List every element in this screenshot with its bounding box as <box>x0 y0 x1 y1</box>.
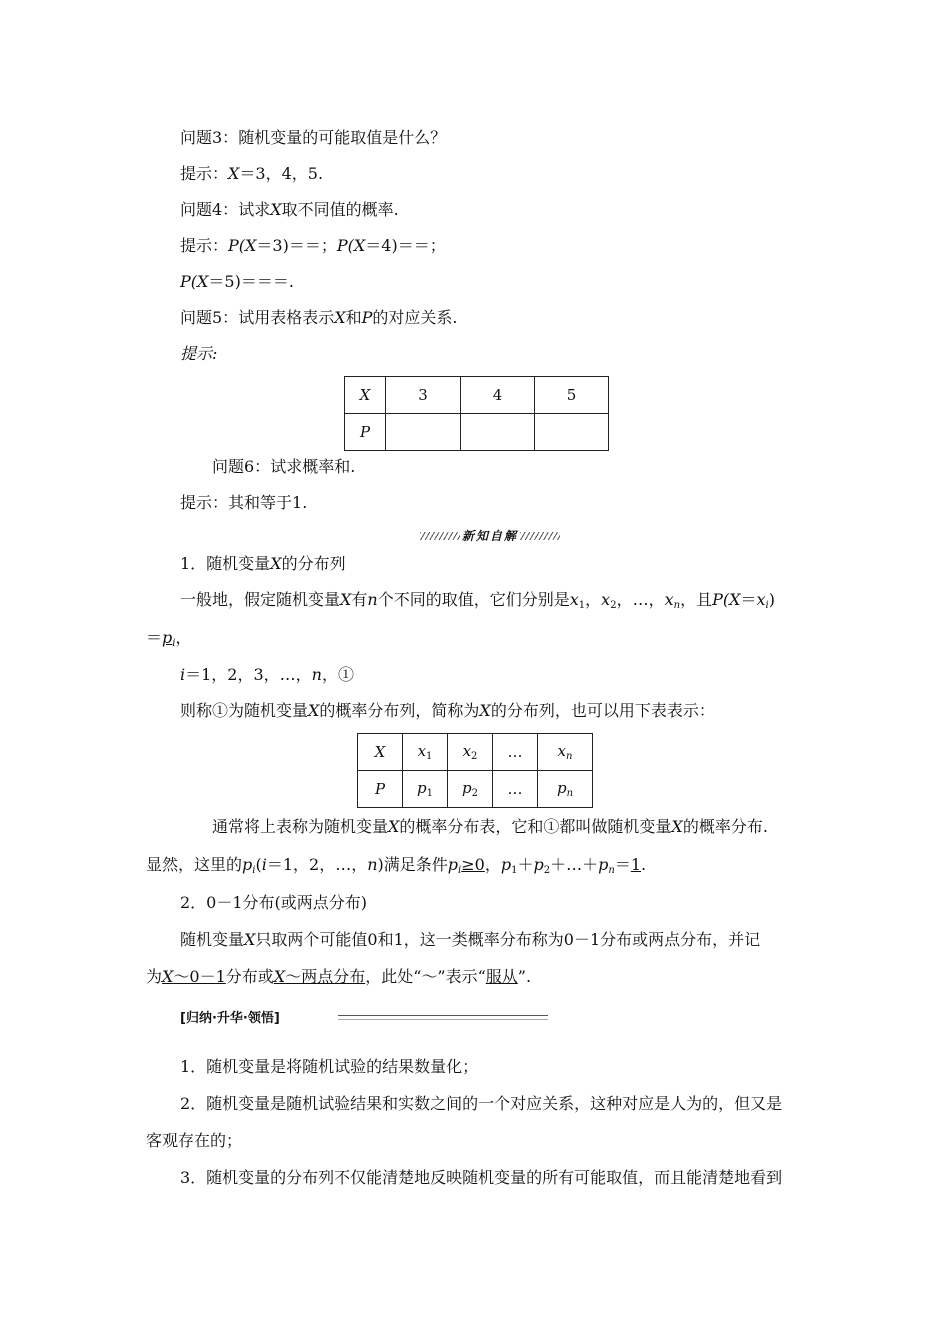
table-explanation: 通常将上表称为随机变量X的概率分布表，它和①都叫做随机变量X的概率分布. <box>212 817 768 836</box>
table-x-p <box>344 376 609 451</box>
section-1-definition: 则称①为随机变量X的概率分布列，简称为X的分布列，也可以用下表表示： <box>180 701 715 720</box>
table-cell <box>386 414 461 451</box>
table-cell: $x_1$ <box>403 734 448 771</box>
table-cell: P <box>345 414 386 451</box>
table-cell: $x_2$ <box>448 734 493 771</box>
section-banner: 新知自解 <box>420 527 560 545</box>
section-2-title: 2．0－1分布(或两点分布) <box>180 893 368 912</box>
summary-item-2-cont: 客观存在的； <box>146 1131 243 1150</box>
underlined-answer: $p_i$ <box>162 628 176 649</box>
section-1-para-cont: $=p_i$， <box>146 628 192 649</box>
underlined-answer: X～0－1 <box>162 967 226 986</box>
section-1-para: 一般地，假定随机变量X有n个不同的取值，它们分别是$x_1$，$x_2$，…，$x_n$，且$P(X=x_i)$ <box>180 590 775 611</box>
table-cell <box>461 414 535 451</box>
table-cell: … <box>493 734 538 771</box>
hatch-decoration <box>420 532 460 540</box>
table-cell: $p_2$ <box>448 771 493 808</box>
table-cell: 3 <box>386 377 461 414</box>
summary-item-1: 1．随机变量是将随机试验的结果数量化； <box>180 1057 479 1076</box>
table-cell: 4 <box>461 377 535 414</box>
hint-4-cont: P(X＝5)＝＝＝. <box>180 272 294 291</box>
table-cell: $x_n$ <box>538 734 593 771</box>
table-cell <box>535 414 609 451</box>
distribution-table <box>357 733 593 808</box>
hint-3: 提示：X＝3，4，5. <box>180 164 324 183</box>
section-2-para: 随机变量X只取两个可能值0和1，这一类概率分布称为0－1分布或两点分布，并记 <box>180 930 761 949</box>
section-2-para-cont: 为X～0－1分布或X～两点分布，此处“～”表示“服从”. <box>146 967 532 986</box>
section-1-title: 1．随机变量X的分布列 <box>180 554 346 573</box>
summary-item-2: 2．随机变量是随机试验结果和实数之间的一个对应关系，这种对应是人为的，但又是 <box>180 1094 783 1113</box>
table-cell: $p_n$ <box>538 771 593 808</box>
question-3: 问题3：随机变量的可能取值是什么？ <box>180 128 447 147</box>
question-5: 问题5：试用表格表示X和P的对应关系. <box>180 308 458 327</box>
hatch-decoration <box>520 532 560 540</box>
table-cell: … <box>493 771 538 808</box>
table-row <box>358 771 593 808</box>
table-cell: 5 <box>535 377 609 414</box>
hint-5: 提示: <box>180 344 218 363</box>
condition-line: 显然，这里的$p_i(i=1$，2，…，n)满足条件$p_i\ge 0$，$p_1+p_2+\dots+p_n=1$. <box>146 855 647 876</box>
hint-4: 提示：P(X＝3)＝＝；P(X＝4)＝＝； <box>180 236 446 255</box>
table-row <box>345 377 609 414</box>
table-row <box>358 734 593 771</box>
question-4: 问题4：试求X取不同值的概率. <box>180 200 399 219</box>
table-row <box>345 414 609 451</box>
question-6: 问题6：试求概率和. <box>212 457 356 476</box>
summary-tag: [归纳·升华·领悟] <box>180 1011 280 1026</box>
hint-6: 提示：其和等于1. <box>180 493 308 512</box>
summary-item-3: 3．随机变量的分布列不仅能清楚地反映随机变量的所有可能取值，而且能清楚地看到 <box>180 1168 783 1187</box>
summary-divider <box>338 1015 548 1020</box>
table-cell: $p_1$ <box>403 771 448 808</box>
table-cell: X <box>345 377 386 414</box>
underlined-answer: X～两点分布 <box>273 967 366 986</box>
table-cell: X <box>358 734 403 771</box>
table-cell: P <box>358 771 403 808</box>
index-range: i＝1，2，3，…，n，① <box>180 665 354 684</box>
